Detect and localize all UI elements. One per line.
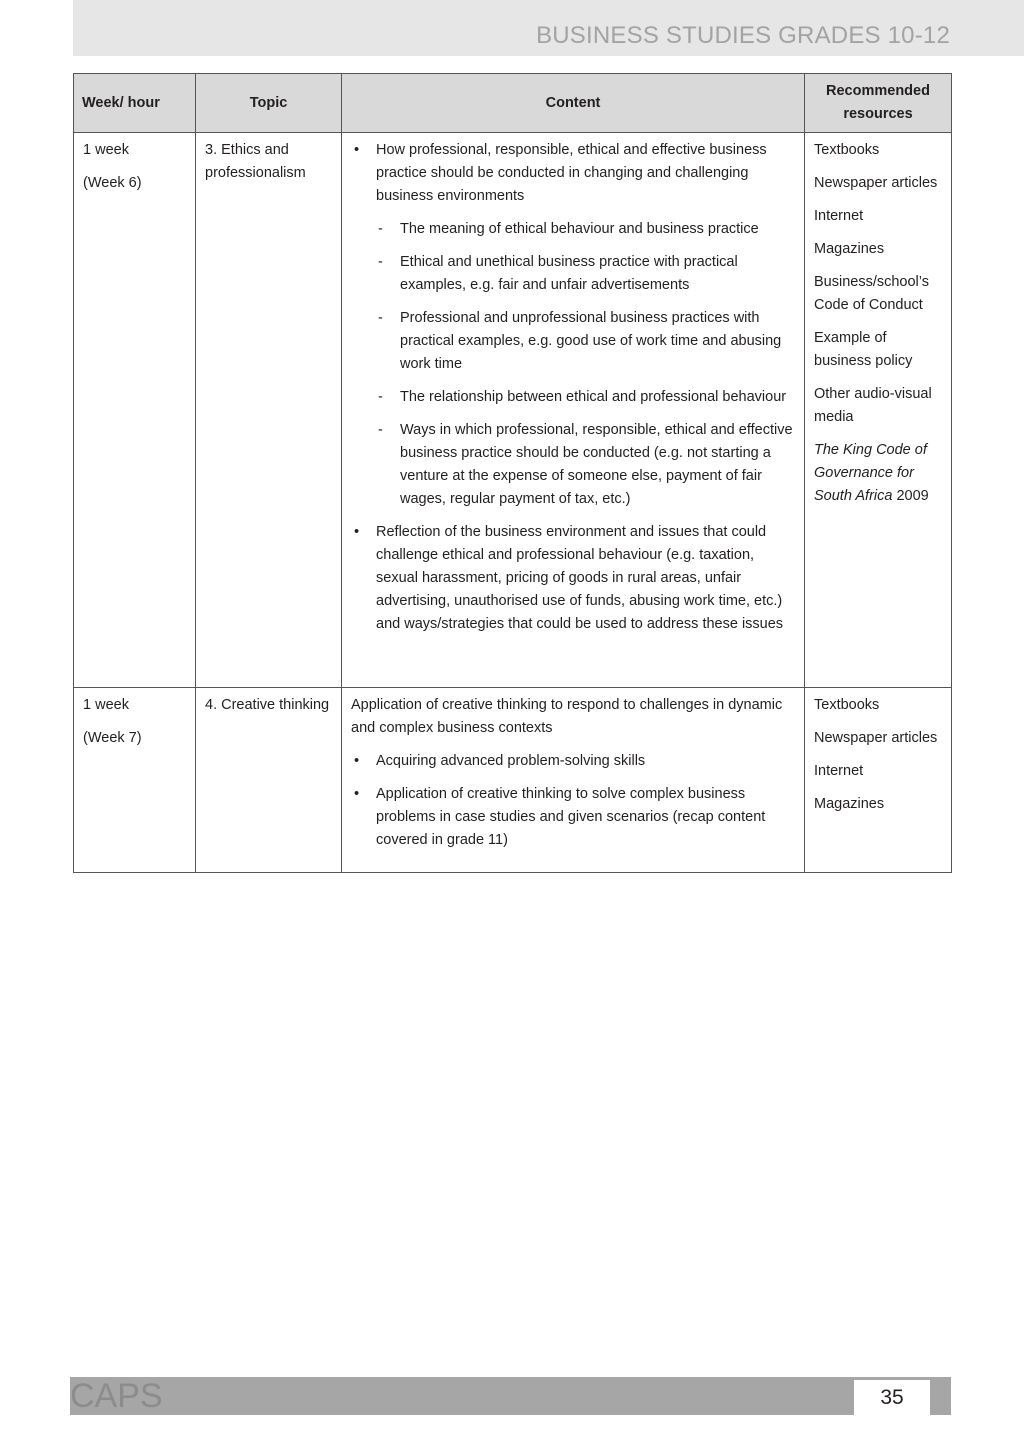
resource-item: Textbooks [814,697,880,713]
topic-cell: 4. Creative thinking [196,688,342,873]
topic-cell: 3. Ethics and professionalism [196,133,342,688]
curriculum-table [73,73,952,873]
resource-item: Magazines [814,241,885,257]
column-header-topic: Topic [196,74,342,133]
week-number: (Week 6) [83,175,142,191]
resource-item: Example of business policy [814,330,913,369]
resource-item: Newspaper articles [814,175,938,191]
footer-caps-label: CAPS [70,1377,163,1415]
content-bullet-text: How professional, responsible, ethical and effective business practice should be conducted in changing and challenging business environments [376,142,767,204]
resource-item: Newspaper articles [814,730,938,746]
content-subitem-list [376,218,795,511]
content-bullet-list [351,139,795,636]
content-subitem: - Ways in which professional, responsible, ethical and effective business practice should be conducted (e.g. not starting a venture at the expense of someone else, payment of fair wages, regular payment of tax, etc.) [376,419,795,511]
resource-item: Magazines [814,796,885,812]
resource-year: 2009 [892,488,929,504]
table-row-week-6 [74,133,952,688]
content-bullet: • Reflection of the business environment and issues that could challenge ethical and professional behaviour (e.g. taxation, sexual harassment, pricing of goods in rural areas, unfair advertising, unauthorised use of funds, abusing work time, etc.) and ways/strategies that could be used to address these issues [351,521,795,636]
week-number: (Week 7) [83,730,142,746]
resource-item: Internet [814,763,864,779]
table-header-row [74,74,952,133]
resource-item: Internet [814,208,864,224]
week-cell [74,133,196,688]
content-subitem: - The relationship between ethical and professional behaviour [376,386,795,409]
content-cell [342,133,805,688]
column-header-week: Week/ hour [74,74,196,133]
resources-cell [805,133,952,688]
resource-item: Other audio-visual media [814,386,932,425]
page-number: 35 [880,1386,904,1409]
resources-cell [805,688,952,873]
week-duration: 1 week [83,697,129,713]
week-duration: 1 week [83,142,129,158]
content-bullet: • Application of creative thinking to solve complex business problems in case studies and given scenarios (recap content covered in grade 11) [351,783,795,852]
resource-item-king-code [814,439,942,508]
column-header-content: Content [342,74,805,133]
content-subitem: - Professional and unprofessional business practices with practical examples, e.g. good use of work time and abusing work time [376,307,795,376]
content-bullet-list [351,750,795,852]
week-cell [74,688,196,873]
content-subitem: - Ethical and unethical business practice with practical examples, e.g. fair and unfair advertisements [376,251,795,297]
page-header-title: BUSINESS STUDIES GRADES 10-12 [536,22,950,49]
footer-band [70,1377,951,1415]
column-header-resources: Recommended resources [805,74,952,133]
resource-item: Business/school’s Code of Conduct [814,274,929,313]
resource-italic-title: The King Code of Governance for South Africa [814,442,927,504]
content-subitem: - The meaning of ethical behaviour and business practice [376,218,795,241]
content-intro: Application of creative thinking to respond to challenges in dynamic and complex business contexts [351,697,783,736]
content-bullet: • Acquiring advanced problem-solving skills [351,750,795,773]
resource-item: Textbooks [814,142,880,158]
content-bullet [351,139,795,511]
content-cell [342,688,805,873]
table-row-week-7 [74,688,952,873]
